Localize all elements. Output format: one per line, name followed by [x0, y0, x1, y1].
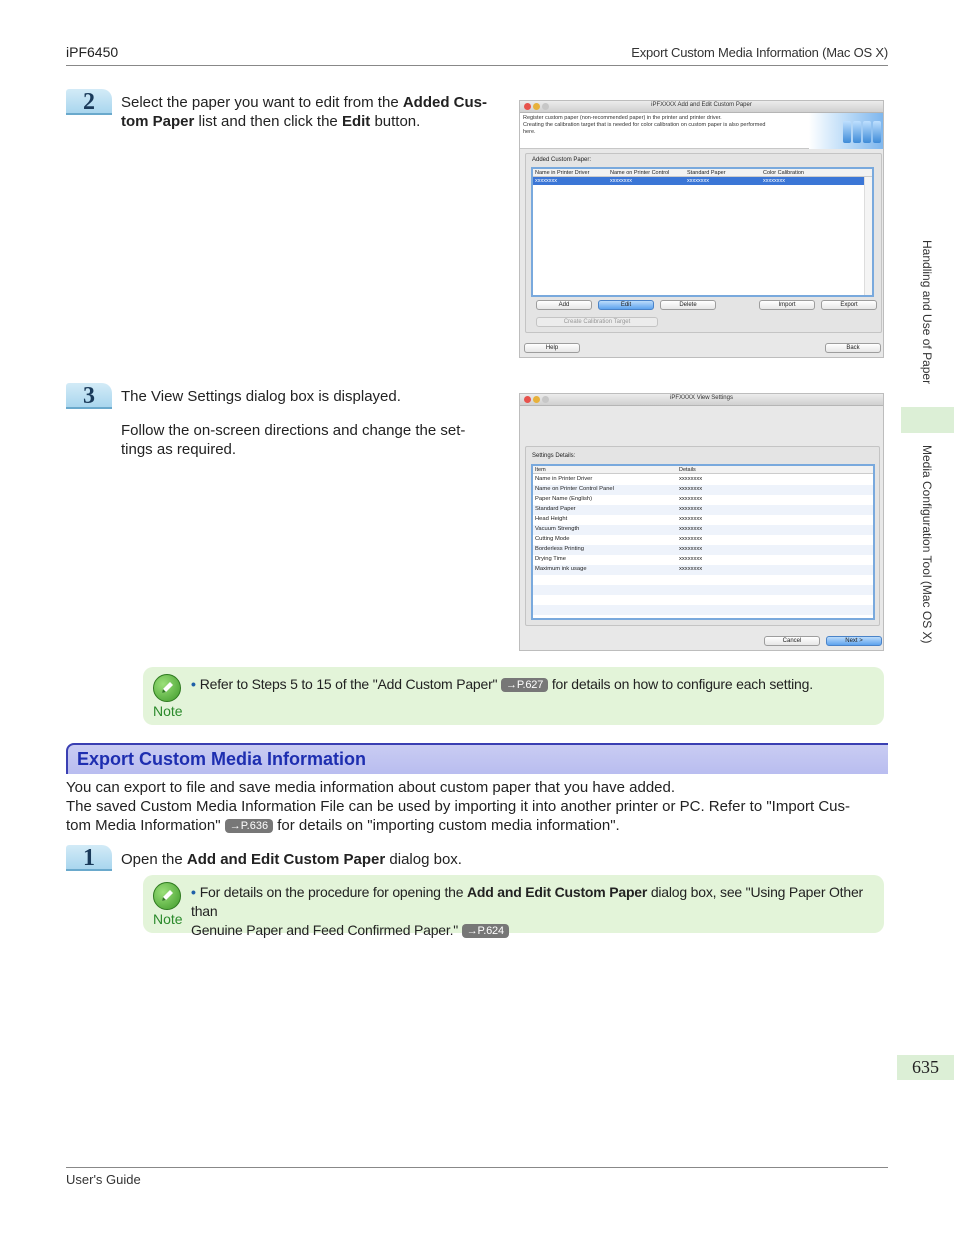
step-2-text: Select the paper you want to edit from the Added Cus- tom Paper list and then click the Edit button. [121, 94, 488, 130]
table-row: Vacuum Strength xxxxxxxx [533, 525, 873, 535]
note-box [143, 667, 884, 725]
note-text: • For details on the procedure for opening the Add and Edit Custom Paper dialog box, see "Using Paper Other than Genuine Paper and Feed Confirmed Paper." →P.624 [191, 884, 863, 938]
step-number-2: 2 [66, 89, 112, 115]
side-tab-marker [901, 407, 954, 433]
step-3-instructions: Follow the on-screen directions and change the set- tings as required. [121, 422, 466, 458]
table-row: Borderless Printing xxxxxxxx [533, 545, 873, 555]
add-button[interactable]: Add [536, 300, 592, 310]
view-settings-dialog [519, 393, 884, 651]
import-button[interactable]: Import [759, 300, 815, 310]
add-edit-custom-paper-dialog [519, 100, 884, 358]
header-section: Export Custom Media Information (Mac OS X) [631, 45, 888, 60]
settings-details-label: Settings Details: [532, 453, 576, 459]
next-button[interactable]: Next > [826, 636, 882, 646]
footer-text: User's Guide [66, 1172, 141, 1187]
dialog-titlebar [520, 101, 883, 113]
table-row: Paper Name (English) xxxxxxxx [535, 496, 703, 502]
added-custom-paper-label: Added Custom Paper: [532, 157, 592, 163]
added-custom-paper-list[interactable] [531, 167, 874, 297]
table-row-empty [533, 575, 873, 585]
step-1-text: Open the Add and Edit Custom Paper dialog box. [121, 851, 462, 868]
section-heading [66, 743, 888, 774]
back-button[interactable]: Back [825, 343, 881, 353]
page-reference-link[interactable]: →P.636 [225, 819, 273, 833]
table-header: Item Details [533, 466, 873, 474]
footer-divider [66, 1167, 888, 1168]
create-calibration-target-button[interactable]: Create Calibration Target [536, 317, 658, 327]
list-scrollbar[interactable] [864, 177, 872, 295]
settings-details-group [525, 446, 880, 626]
table-row: Standard Paper xxxxxxxx [533, 505, 873, 515]
table-row-empty [533, 605, 873, 615]
table-row: Drying Time xxxxxxxx [535, 556, 703, 562]
paper-roll-icon [809, 113, 883, 149]
table-row-empty [533, 585, 873, 595]
table-row[interactable]: xxxxxxxx xxxxxxxx xxxxxxxx xxxxxxxx [533, 177, 864, 185]
delete-button[interactable]: Delete [660, 300, 716, 310]
header-divider [66, 65, 888, 66]
settings-details-table[interactable] [531, 464, 875, 620]
step-3-line1: The View Settings dialog box is displayed. [121, 388, 401, 405]
table-row: Name on Printer Control Panel xxxxxxxx [533, 485, 873, 495]
section-title: Export Custom Media Information [77, 749, 367, 769]
dialog-title: iPFXXXX View Settings [670, 395, 733, 401]
page-reference-link[interactable]: →P.624 [462, 924, 509, 938]
list-header: Name in Printer Driver Name on Printer Control Standard Paper Color Calibration [533, 169, 872, 177]
table-row: Cutting Mode xxxxxxxx [535, 536, 703, 542]
note-label: Note [153, 911, 183, 927]
help-button[interactable]: Help [524, 343, 580, 353]
dialog-title: iPFXXXX Add and Edit Custom Paper [651, 102, 752, 108]
table-row: Name in Printer Driver xxxxxxxx [535, 476, 703, 482]
banner-text: Register custom paper (non-recommended paper) in the printer and printer driver. Creating the calibration target that is needed for color calibration on custom paper is also performed here. [523, 115, 766, 135]
export-button[interactable]: Export [821, 300, 877, 310]
header-model: iPF6450 [66, 44, 119, 60]
section-paragraph: You can export to file and save media information about custom paper that you have added. The saved Custom Media Information File can be used by importing it into another printer or PC. Refer to "Import Cus- tom Media Information" →P.636 for details on "importing custom media information". [66, 779, 851, 834]
side-tab-chapter: Handling and Use of Paper [920, 240, 934, 385]
table-row: Head Height xxxxxxxx [535, 516, 703, 522]
step-number-3: 3 [66, 383, 112, 409]
added-custom-paper-group [525, 153, 882, 333]
step-number-1: 1 [66, 845, 112, 871]
note-label: Note [153, 703, 183, 719]
table-row: Maximum ink usage xxxxxxxx [533, 565, 873, 575]
page-number: 635 [912, 1057, 939, 1077]
table-row-empty [533, 595, 873, 605]
edit-button[interactable]: Edit [598, 300, 654, 310]
note-box [143, 875, 884, 938]
pencil-icon [153, 674, 181, 702]
page-reference-link[interactable]: →P.627 [501, 678, 548, 692]
dialog-titlebar [520, 394, 883, 406]
note-text: • Refer to Steps 5 to 15 of the "Add Custom Paper" →P.627 for details on how to configure each setting. [191, 676, 813, 692]
cancel-button[interactable]: Cancel [764, 636, 820, 646]
dialog-banner [520, 113, 883, 149]
pencil-icon [153, 882, 181, 910]
side-tab-section: Media Configuration Tool (Mac OS X) [920, 445, 934, 644]
